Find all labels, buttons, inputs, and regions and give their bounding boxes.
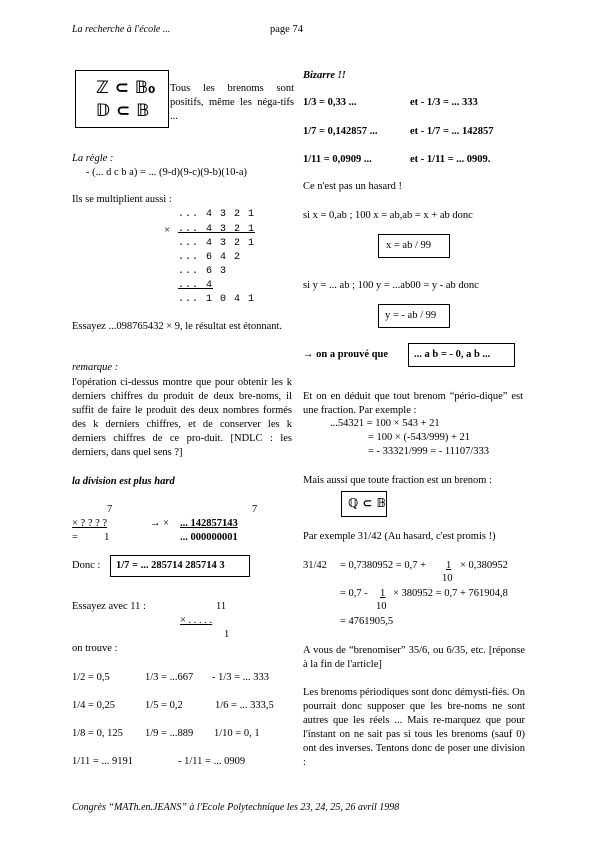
mult-row-1: ... 4 3 2 1 — [178, 209, 256, 220]
on-trouve: on trouve : — [72, 643, 118, 654]
periodiques-text: Les brenoms périodiques sont donc démysti-fiés. On pourrait donc supposer que les bre-noms ne sont autres que les réels ... Mais re-marquez que pour l'instant on ne sait pas si tous les brenoms (sauf 0) ont des inverses. Tentons donc de poser une division : — [303, 687, 525, 768]
times-sign: × — [164, 224, 171, 236]
symbols-box — [75, 70, 169, 128]
donc-box — [110, 555, 250, 577]
calc-31-42: 31/42 — [303, 560, 327, 571]
ex-line-2: = 100 × (-543/999) + 21 — [368, 432, 471, 443]
division-title: la division est plus hard — [72, 476, 175, 487]
header-left: La recherche à l'école ... — [72, 24, 171, 35]
calc-l2a: = 0,7 - — [340, 588, 368, 599]
div-row2-right: ... 142857143 — [180, 518, 238, 529]
result-2-1: 1/4 = 0,25 — [72, 700, 115, 711]
box-prouve — [408, 343, 515, 367]
result-1-1: 1/2 = 0,5 — [72, 672, 110, 683]
symbols-line2: 𝔻 ⊂ 𝔹 — [96, 101, 150, 121]
box-q — [341, 491, 387, 517]
result-3-2: 1/9 = ...889 — [145, 728, 194, 739]
donc-label: Donc : — [72, 560, 101, 571]
si-x-text: si x = 0,ab ; 100 x = ab,ab = x + ab donc — [303, 210, 473, 221]
box-y — [378, 304, 450, 328]
box-q-text: ℚ ⊂ 𝔹 — [348, 496, 386, 510]
ex-line-1: ...54321 = 100 × 543 + 21 — [330, 418, 440, 429]
remarque-text: l'opération ci-dessus montre que pour obtenir les k derniers chiffres du produit de deux bre-noms, il suffit de faire le produit des deux nombres formés des k derniers chiffres, et de conserver les k derniers chiffres de ce pro-duit. [NDLC : les derniers, dans quel sens ?] — [72, 377, 292, 458]
div-row2-left: × ? ? ? ? — [72, 518, 108, 529]
intro-text: Tous les brenoms sont positifs, même les néga-tifs ... — [170, 83, 294, 122]
calc-l1b: = 0,7380952 = 0,7 + — [340, 560, 427, 571]
result-2-2: 1/5 = 0,2 — [145, 700, 183, 711]
calc-d1: 10 — [442, 573, 453, 584]
box-prouve-text: ... a b = - 0, a b ... — [414, 349, 491, 360]
donc-box-text: 1/7 = ... 285714 285714 3 — [116, 560, 225, 571]
e11-mid: × . . . . . — [180, 615, 213, 626]
mais-text: Mais aussi que toute fraction est un brenom : — [303, 475, 492, 486]
page-number: page 74 — [270, 24, 303, 35]
box-x-text: x = ab / 99 — [386, 240, 431, 251]
div-top-left: 7 — [107, 504, 113, 515]
regle-title: La règle : — [72, 153, 114, 164]
e11-bot: 1 — [224, 629, 230, 640]
brenomiser-text: A vous de “brenomiser” 35/6, ou 6/35, etc. [réponse à la fin de l'article] — [303, 645, 525, 670]
div-top-right: 7 — [252, 504, 258, 515]
mult-row-2: ... 4 3 2 1 — [178, 224, 256, 235]
calc-l1d: × 0,380952 — [460, 560, 508, 571]
remarque-title: remarque : — [72, 362, 119, 373]
mult-row-6: ... 4 — [178, 280, 214, 291]
footer: Congrès “MATh.en.JEANS” à l'Ecole Polytechnique les 23, 24, 25, 26 avril 1998 — [72, 802, 400, 813]
essayez11-text: Essayez avec 11 : — [72, 601, 146, 612]
calc-l3: = 4761905,5 — [340, 616, 394, 627]
result-4-1: 1/11 = ... 9191 — [72, 756, 133, 767]
result-3-3: 1/10 = 0, 1 — [214, 728, 260, 739]
result-2-3: 1/6 = ... 333,5 — [215, 700, 274, 711]
hasard-text: Ce n'est pas un hasard ! — [303, 181, 402, 192]
si-y-text: si y = ... ab ; 100 y = ...ab00 = y - ab donc — [303, 280, 479, 291]
calc-l2b: 1 — [380, 588, 386, 599]
bz-3-left: 1/11 = 0,0909 ... — [303, 154, 372, 165]
essayez-text: Essayez ...098765432 × 9, le résultat est étonnant. — [72, 321, 283, 332]
result-3-1: 1/8 = 0, 125 — [72, 728, 123, 739]
div-arrow: → × — [150, 518, 170, 529]
e11-top: 11 — [216, 601, 227, 612]
div-row3-left: = 1 — [72, 532, 110, 543]
deduit-text: Et on en déduit que tout brenom “pério-dique” est une fraction. Par exemple : — [303, 391, 523, 416]
bz-3-right: et - 1/11 = ... 0909. — [410, 154, 491, 165]
div-row3-right: ... 000000001 — [180, 532, 238, 543]
mult-row-4: ... 6 4 2 — [178, 252, 242, 263]
result-4-2: - 1/11 = ... 0909 — [178, 756, 246, 767]
result-1-3: - 1/3 = ... 333 — [212, 672, 269, 683]
box-x — [378, 234, 450, 258]
mult-row-5: ... 6 3 — [178, 266, 228, 277]
par-ex-text: Par exemple 31/42 (Au hasard, c'est promis !) — [303, 531, 496, 542]
prouve-text: → on a prouvé que — [303, 349, 388, 360]
bz-2-right: et - 1/7 = ... 142857 — [410, 126, 494, 137]
mult-row-7: ... 1 0 4 1 — [178, 294, 256, 305]
symbols-line1: ℤ ⊂ 𝔹₀ — [96, 78, 156, 98]
box-y-text: y = - ab / 99 — [385, 310, 437, 321]
result-1-2: 1/3 = ...667 — [145, 672, 194, 683]
calc-l2c: × 380952 = 0,7 + 761904,8 — [393, 588, 508, 599]
bz-1-left: 1/3 = 0,33 ... — [303, 97, 357, 108]
bizarre-title: Bizarre !! — [303, 70, 346, 81]
calc-l1c: 1 — [446, 560, 452, 571]
calc-d2: 10 — [376, 601, 387, 612]
regle-formula: - (... d c b a) = ... (9-d)(9-c)(9-b)(10-a) — [86, 167, 248, 178]
mult-row-3: ... 4 3 2 1 — [178, 238, 256, 249]
ex-line-3: = - 33321/999 = - 11107/333 — [368, 446, 490, 457]
bz-2-left: 1/7 = 0,142857 ... — [303, 126, 378, 137]
bz-1-right: et - 1/3 = ... 333 — [410, 97, 478, 108]
mult-intro: Ils se multiplient aussi : — [72, 194, 172, 205]
